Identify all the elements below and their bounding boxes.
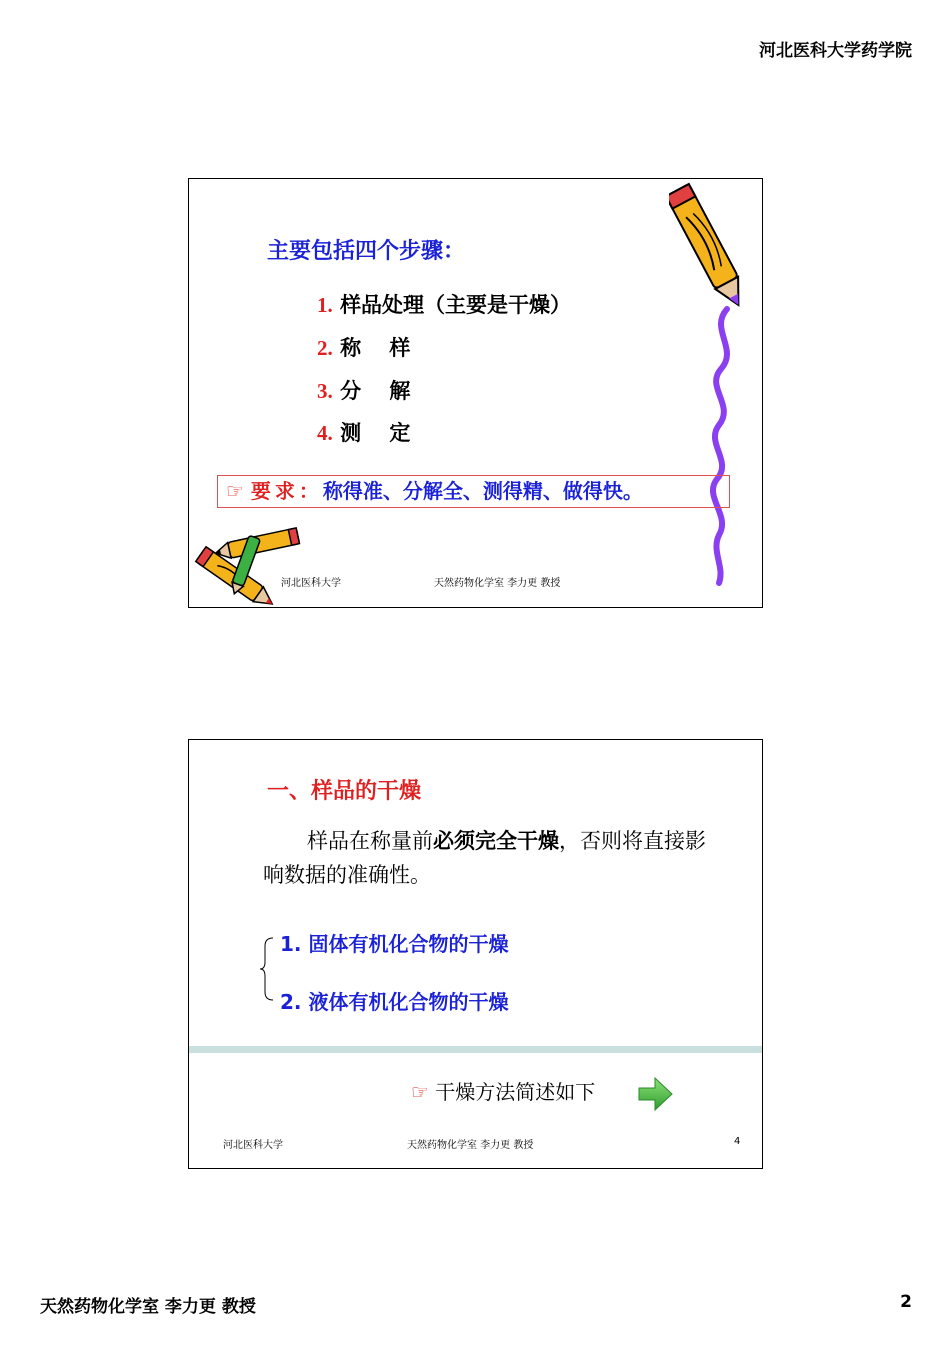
step-text: 测 定: [340, 420, 411, 445]
drying-item: 1. 固体有机化合物的干燥: [280, 932, 509, 956]
pointing-hand-icon: ☞: [226, 479, 244, 503]
step-number: 1.: [317, 293, 333, 317]
requirement-text: 称得准、分解全、测得精、做得快。: [322, 479, 643, 503]
slide-number: 4: [734, 1136, 741, 1147]
slide-paragraph: [263, 824, 723, 892]
page-number: 2: [900, 1292, 912, 1312]
requirement-box: [217, 475, 730, 508]
next-hint-text: 干燥方法简述如下: [435, 1080, 596, 1104]
step-text: 称 样: [340, 335, 411, 360]
step-item: [317, 417, 410, 447]
slide-footer-school: 河北医科大学: [281, 578, 341, 589]
paragraph-text: ，否则将直接影响数据的准确性。: [263, 829, 706, 887]
slide-steps: [188, 178, 763, 608]
divider-bar: [189, 1046, 763, 1053]
step-number: 3.: [317, 379, 333, 403]
step-number: 2.: [317, 336, 333, 360]
step-item: [317, 375, 410, 405]
slide-title: 主要包括四个步骤：: [267, 239, 466, 264]
page-footer-department: 天然药物化学室 李力更 教授: [40, 1297, 256, 1317]
slide-footer-department: 天然药物化学室 李力更 教授: [434, 578, 561, 589]
next-hint: [411, 1076, 595, 1105]
pencils-clipart-icon: [189, 525, 309, 608]
step-number: 4.: [317, 421, 333, 445]
paragraph-emphasis: 必须完全干燥: [433, 829, 559, 853]
step-item: [317, 289, 571, 319]
slide-footer-school: 河北医科大学: [223, 1140, 283, 1151]
pencil-clipart-icon: [669, 179, 763, 589]
slide-drying: [188, 739, 763, 1169]
drying-item: 2. 液体有机化合物的干燥: [280, 990, 509, 1014]
arrow-right-icon[interactable]: [635, 1074, 675, 1114]
pointing-hand-icon: ☞: [411, 1080, 429, 1104]
paragraph-text: 样品在称量前: [307, 829, 433, 853]
requirement-label: 要求：: [250, 479, 323, 503]
step-text: 样品处理（主要是干燥）: [340, 292, 572, 317]
step-item: [317, 332, 410, 362]
page-header: 河北医科大学药学院: [759, 41, 912, 61]
left-brace-icon: [259, 936, 275, 1002]
step-text: 分 解: [340, 378, 411, 403]
slide-footer-department: 天然药物化学室 李力更 教授: [407, 1140, 534, 1151]
slide-title: 一、样品的干燥: [267, 779, 422, 804]
